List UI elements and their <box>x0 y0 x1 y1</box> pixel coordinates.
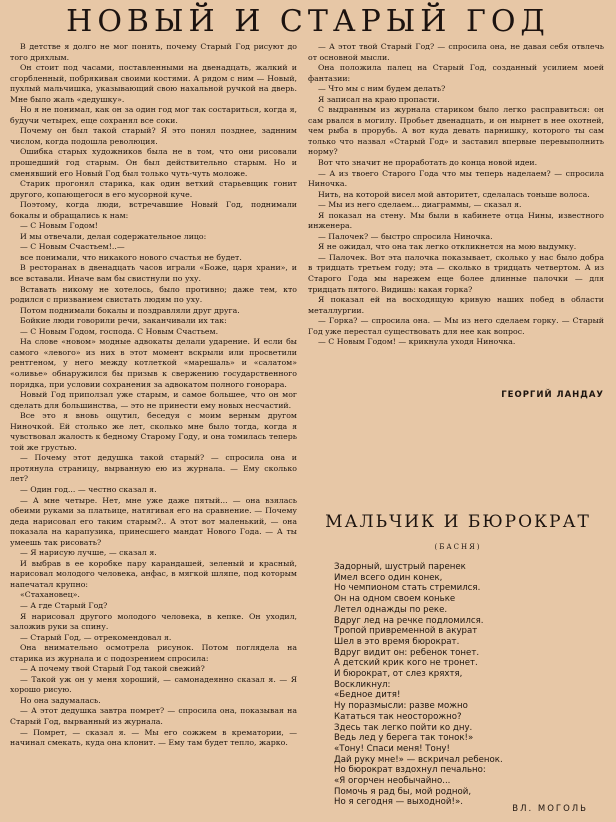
verse-line: Ведь лед у берега так тонок!» <box>334 733 474 744</box>
paragraph: — С Новым Счастьем!..— <box>20 242 125 252</box>
paragraph: Вот что значит не проработать до конца новой идеи. <box>318 158 538 168</box>
verse-line: «Бедное дитя! <box>334 690 401 701</box>
paragraph: — Один год... — честно сказал я. <box>20 484 157 494</box>
paragraph: — С Новым Годом! — крикнула уходя Ниночка. <box>318 337 516 347</box>
paragraph: — Палочек? — быстро спросила Ниночка. <box>318 231 493 241</box>
paragraph: Вставать никому не хотелось, было противно; даже тем, кто родился с призванием свистать людям по уху. <box>10 284 297 305</box>
paragraph: — Горка? — спросила она. — Мы из него сделаем горку. — Старый Год уже перестал существовать для нее как вопрос. <box>308 316 604 336</box>
paragraph: В ресторанах в двенадцать часов играли «Боже, царя храни», и все вставали. Иначе вам бы свистнули по уху. <box>10 263 297 284</box>
verse-line: Тропой привременной в акурат <box>334 626 478 637</box>
paragraph: Я записал на краю пропасти. <box>318 94 440 104</box>
paragraph: И мы отвечали, делая содержательное лицо: <box>20 231 207 241</box>
verse-line: Имел всего один конек, <box>334 572 443 583</box>
paragraph: Я нарисовал другого молодого человека, в кепке. Он уходил, заложив руки за спину. <box>10 611 297 632</box>
paragraph: — А мне четыре. Нет, мне уже даже пятый... — она взялась обеими руками за платьице, натягивая его на сравнение. — Почему деда нарисовал его таким старым?.. А этот вот маленький, — она показала на карапузика, принесшего мандат Нового Года. — А ты умеешь так рисовать? <box>10 495 297 547</box>
paragraph: — А этот твой Старый Год? — спросила она, не давая себя отвлечь от основной мысли. <box>308 42 604 62</box>
fable-genre: (БАСНЯ) <box>434 543 482 551</box>
paragraph: Ошибка старых художников была не в том, что они рисовали прошедший год старым. Он был действительно старым. Но и сменявший его Новый Год был только чуть-чуть моложе. <box>10 147 297 178</box>
paragraph: — С Новым Годом! <box>20 221 98 231</box>
author-signature-mogol: ВЛ. МОГОЛЬ <box>512 804 588 814</box>
paragraph: — Помрет, — сказал я. — Мы его сожжем в крематории, — начинал смекать, куда она клонит. — Ему там будет тепло, жарко. <box>10 727 297 748</box>
paragraph: Новый Год приползал уже старым, и самое большее, что он мог сделать для большинства, — это не принести ему новых несчастий. <box>10 390 297 410</box>
paragraph: — Старый Год, — отрекомендовал я. <box>20 632 172 642</box>
paragraph: Я показал ей на восходящую кривую наших побед в области металлургии. <box>308 295 604 315</box>
paragraph: Почему он был такой старый? Я это понял позднее, заднним числом, когда подошла революция. <box>10 126 297 146</box>
paragraph: — А из твоего Старого Года что мы теперь наделаем? — спросила Ниночка. <box>308 168 604 189</box>
paragraph: Но она задумалась. <box>20 695 101 705</box>
verse-line: Кататься так неосторожно? <box>334 711 462 722</box>
paragraph: Поэтому, когда люди, встречавшие Новый Год, поднимали бокалы и обращались к нам: <box>10 200 297 220</box>
verse-line: Дай руку мне!» — вскричал ребенок. <box>334 754 503 765</box>
verse-line: Задорный, шустрый паренек <box>334 562 466 572</box>
article-column-left <box>10 42 297 812</box>
verse-line: Воскликнул: <box>334 679 391 690</box>
paragraph: — А где Старый Год? <box>20 600 108 610</box>
article-column-right <box>308 42 604 394</box>
paragraph: Я не ожидал, что она так легко откликнется на мою выдумку. <box>318 242 577 252</box>
paragraph: — Почему этот дедушка такой старый? — спросила она и протянула страницу, вырванную ею из журнала. — Ему сколько лет? <box>10 453 297 484</box>
paragraph: И выбрав в ее коробке пару карандашей, зеленый и красный, нарисовал молодого человека, анфас, в мягкой шляпе, под которым напечатал крупно: <box>10 558 297 589</box>
author-signature-landau: ГЕОРГИЙ ЛАНДАУ <box>501 390 604 400</box>
paragraph: С выдранным из журнала стариком было легко расправиться: он сам рвался в могилу. Пробьет двенадцать, и он нырнет в нее охотней, чем рыба в прорубь. А вот куда девать парнишку, которого ты сам только что назвал «Старый Год» и заставил впервые перевыполнить норму? <box>308 105 604 157</box>
paragraph: Потом поднимали бокалы и поздравляли друг друга. <box>20 305 240 315</box>
paragraph: Бойкие люди говорили речи, заканчивали их так: <box>20 316 227 326</box>
verse-line: «Тону! Спаси меня! Тону! <box>334 743 450 754</box>
paragraph: Я показал на стену. Мы были в кабинете отца Нины, известного инженера. <box>308 210 604 231</box>
fable-verse <box>334 562 604 808</box>
fable-title: МАЛЬЧИК И БЮРОКРАТ <box>325 512 591 532</box>
paragraph: все понимали, что никакого нового счастья не будет. <box>20 252 242 262</box>
verse-line: Вдруг видит он: ребенок тонет. <box>334 647 480 658</box>
verse-line: А детский крик кого не тронет. <box>334 658 478 669</box>
paragraph: В детстве я долго не мог понять, почему Старый Год рисуют до того дряхлым. <box>10 42 297 62</box>
paragraph: — Палочек. Вот эта палочка показывает, сколько у нас было добра в тридцать третьем году; эта — сколько в тридцать четвертом. А из Старого Года мы нарежем еще более длинные палочки — для тридцать пятого. Видишь: какая горка? <box>308 252 604 294</box>
verse-line: Но чемпионом стать стремился. <box>334 583 481 594</box>
verse-line: Но бюрократ вздохнул печально: <box>334 765 486 776</box>
paragraph: — А этот дедушка завтра помрет? — спросила она, показывая на Старый Год, вырванный из журнала. <box>10 706 297 726</box>
verse-line: Шел в это время бюрократ. <box>334 636 460 647</box>
verse-line: Ну поразмысли: разве можно <box>334 701 468 712</box>
verse-line: Но я сегодня — выходной!». <box>334 797 463 808</box>
paragraph: — Такой уж он у меня хороший, — самонадеянно сказал я. — Я хорошо рисую. <box>10 674 297 695</box>
paragraph: «Стахановец». <box>20 590 80 600</box>
verse-line: Летел однажды по реке. <box>334 604 448 615</box>
paragraph: Он стоит под часами, поставленными на двенадцать, жалкий и сгорбленный, побрякивая своими костями. А рядом с ним — Новый, пухлый мальчишка, указывающий свою нахальной ручкой на дверь. Мне было жаль «дедушку». <box>10 63 297 104</box>
paragraph: — С Новым Годом, господа. С Новым Счастьем. <box>20 326 219 336</box>
paragraph: — Я нарисую лучше, — сказал я. <box>20 548 157 558</box>
verse-line: Здесь так легко пойти ко дну. <box>334 722 473 733</box>
verse-line: «Я огорчен необычайно... <box>334 776 451 787</box>
paragraph: Она положила палец на Старый Год, созданный усилием моей фантазии: <box>308 63 604 83</box>
paragraph: Она внимательно осмотрела рисунок. Потом поглядела на старика из журнала и с подозрением спросила: <box>10 643 297 663</box>
paragraph: Старик прогонял старика, как один ветхий старьевщик гонит другого, копающегося в его мусорной куче. <box>10 179 297 199</box>
paragraph: — Мы из него сделаем... диаграммы, — сказал я. <box>318 200 522 210</box>
paragraph: — Что мы с ним будем делать? <box>318 84 446 94</box>
paragraph: На слове «новом» модные адвокаты делали ударение. И если бы самого «левого» из них в этот момент вскрыли или просветили рентгеном, у него между котлеткой «марешаль» и «салатом» «оливье» обнаружился бы призыв к свержению государственного порядка, при условии сохранения за адвокатом полного гонорара. <box>10 337 297 389</box>
paragraph: Но я не понимал, как он за один год мог так состариться, когда я, будучи четырех, еще сохранял все соки. <box>10 105 297 125</box>
verse-line: Помочь я рад бы, мой родной, <box>334 786 472 797</box>
verse-line: Вдруг лед на речке подломился. <box>334 615 484 626</box>
paragraph: Все это я вновь ощутил, беседуя с моим верным другом Ниночкой. Ей столько же лет, сколько мне было тогда, когда я чувствовал жалость к бедному Старому Году, и она томилась теперь той же грустью. <box>10 411 297 452</box>
verse-line: И бюрократ, от слез кряхтя, <box>334 669 463 680</box>
paragraph: Нить, на которой висел мой авторитет, сделалась тоньше волоса. <box>318 189 590 199</box>
verse-line: Он на одном своем коньке <box>334 594 456 605</box>
article-title: НОВЫЙ И СТАРЫЙ ГОД <box>66 4 550 39</box>
paragraph: — А почему твой Старый Год такой свежий? <box>20 664 205 674</box>
